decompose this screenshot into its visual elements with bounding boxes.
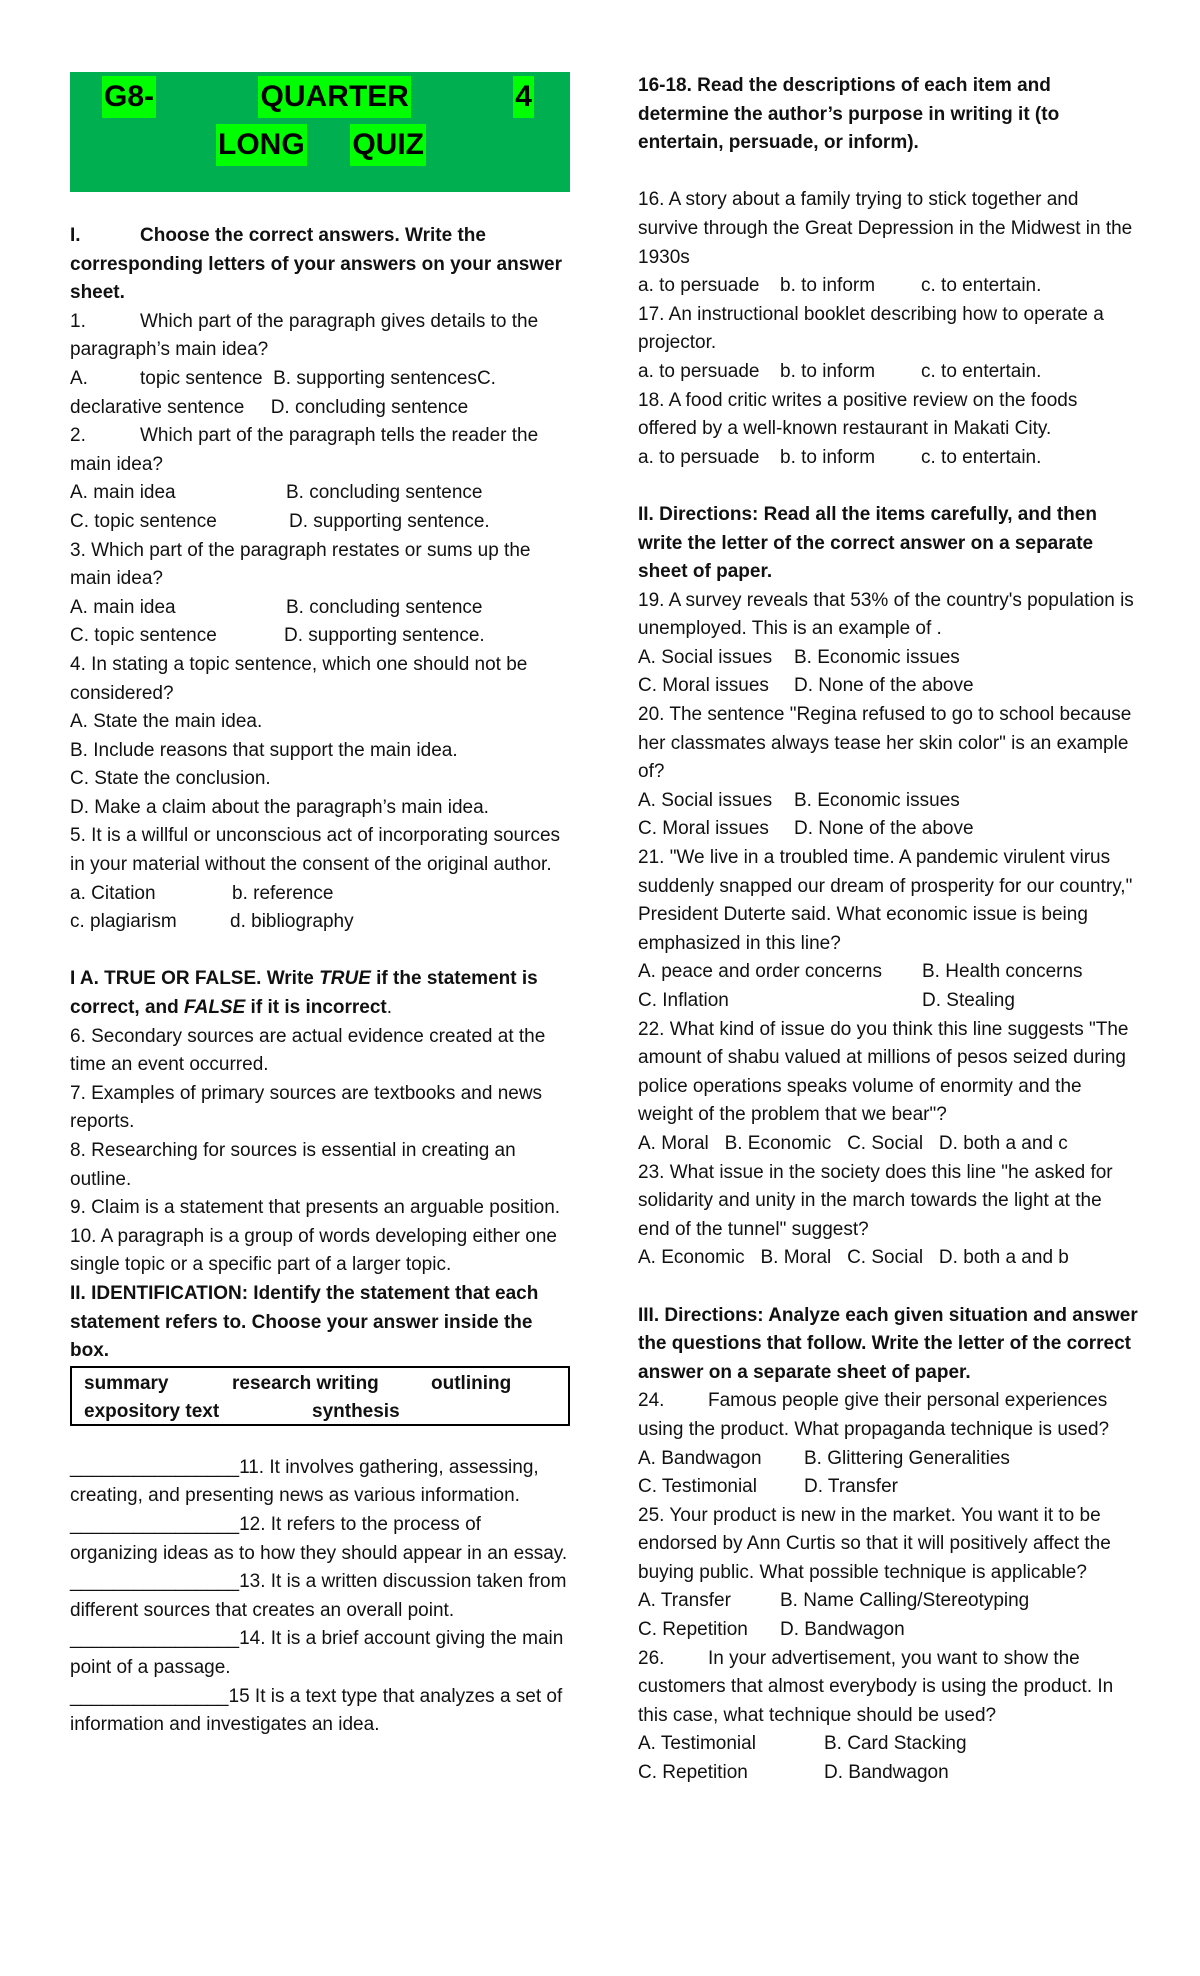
answer-blank[interactable]: ________________ bbox=[70, 1628, 240, 1650]
question-24-options-cd: C. Testimonial D. Transfer bbox=[638, 1476, 898, 1498]
title-long: LONG bbox=[216, 124, 307, 166]
question-19-options-cd: C. Moral issues D. None of the above bbox=[638, 675, 974, 697]
choice-research-writing: research writing bbox=[232, 1372, 379, 1394]
section-2-right-heading: II. Directions: Read all the items carefully, and then write the letter of the correct answer on a separate sheet of paper. bbox=[638, 503, 1097, 583]
question-24-options-ab: A. Bandwagon B. Glittering Generalities bbox=[638, 1447, 1010, 1469]
question-21-options-ab: A. peace and order concerns B. Health concerns bbox=[638, 961, 1083, 983]
section-2-heading: II. IDENTIFICATION: Identify the statement that each statement refers to. Choose your answer inside the box. bbox=[70, 1282, 539, 1362]
question-18: 18. A food critic writes a positive review on the foods offered by a well-known restaurant in Makati City. bbox=[638, 389, 1078, 440]
question-22: 22. What kind of issue do you think this line suggests "The amount of shabu valued at millions of pesos seized during police operations speaks volume of enormity and the weight of the problem that we bear"? bbox=[638, 1018, 1129, 1126]
question-18-options: a. to persuade b. to inform c. to entertain. bbox=[638, 446, 1042, 468]
question-20-options-ab: A. Social issues B. Economic issues bbox=[638, 789, 960, 811]
identification-item-13: ________________13. It is a written discussion taken from different sources that creates an overall point. bbox=[70, 1571, 567, 1621]
question-3-options-cd: C. topic sentence D. supporting sentence. bbox=[70, 625, 485, 647]
title-quarter-number: 4 bbox=[513, 76, 534, 118]
question-26-options-cd: C. Repetition D. Bandwagon bbox=[638, 1762, 949, 1784]
right-column bbox=[638, 72, 1138, 1788]
question-23-options: A. Economic B. Moral C. Social D. both a and b bbox=[638, 1247, 1069, 1269]
answer-blank[interactable]: ________________ bbox=[70, 1513, 240, 1535]
choice-expository-text: expository text bbox=[84, 1401, 220, 1423]
section-3-heading: III. Directions: Analyze each given situation and answer the questions that follow. Write the letter of the correct answer on a separate sheet of paper. bbox=[638, 1304, 1138, 1383]
question-26-options-ab: A. Testimonial B. Card Stacking bbox=[638, 1733, 967, 1755]
section-1-heading: I. Choose the correct answers. Write the corresponding letters of your answers on your answer sheet. bbox=[70, 225, 563, 304]
question-16: 16. A story about a family trying to stick together and survive through the Great Depression in the Midwest in the 1930s bbox=[638, 189, 1133, 268]
question-3-options-ab: A. main idea B. concluding sentence bbox=[70, 596, 483, 618]
identification-item-15: _______________15 It is a text type that analyzes a set of information and investigates an idea. bbox=[70, 1685, 563, 1736]
answer-blank[interactable]: ________________ bbox=[70, 1571, 240, 1593]
question-17: 17. An instructional booklet describing how to operate a projector. bbox=[638, 303, 1104, 354]
answer-blank[interactable]: ________________ bbox=[70, 1456, 240, 1478]
choice-synthesis: synthesis bbox=[312, 1401, 400, 1423]
title-grade: G8- bbox=[102, 76, 156, 118]
question-20-options-cd: C. Moral issues D. None of the above bbox=[638, 818, 974, 840]
question-19-options-ab: A. Social issues B. Economic issues bbox=[638, 646, 960, 668]
question-2: 2. Which part of the paragraph tells the reader the main idea? bbox=[70, 425, 539, 475]
question-16-options: a. to persuade b. to inform c. to entertain. bbox=[638, 275, 1042, 297]
question-5-options-cd: c. plagiarism d. bibliography bbox=[70, 911, 354, 933]
question-1: 1. Which part of the paragraph gives details to the paragraph’s main idea? bbox=[70, 310, 539, 361]
part-16-18-heading: 16-18. Read the descriptions of each item and determine the author’s purpose in writing it (to entertain, persuade, or inform). bbox=[638, 75, 1060, 154]
question-19: 19. A survey reveals that 53% of the country's population is unemployed. This is an example of . bbox=[638, 589, 1134, 640]
identification-item-11: ________________11. It involves gathering, assessing, creating, and presenting news as various information. bbox=[70, 1456, 539, 1507]
title-quiz: QUIZ bbox=[350, 124, 426, 166]
question-2-options-ab: A. main idea B. concluding sentence bbox=[70, 482, 483, 504]
question-21: 21. "We live in a troubled time. A pandemic virulent virus suddenly snapped our dream of prosperity for our country," President Duterte said. What economic issue is being emphasized in this line? bbox=[638, 847, 1133, 954]
choice-outlining: outlining bbox=[431, 1372, 512, 1394]
question-20: 20. The sentence "Regina refused to go to school because her classmates always tease her skin color" is an example of? bbox=[638, 704, 1132, 783]
answer-blank[interactable]: _______________ bbox=[70, 1685, 229, 1707]
question-4-option-b: B. Include reasons that support the main idea. bbox=[70, 739, 458, 761]
question-26: 26. In your advertisement, you want to show the customers that almost everybody is using the product. In this case, what technique should be used? bbox=[638, 1647, 1114, 1726]
question-4-option-c: C. State the conclusion. bbox=[70, 768, 271, 790]
section-1a-heading: I A. TRUE OR FALSE. Write TRUE if the statement is correct, and FALSE if it is incorrect. bbox=[70, 968, 538, 1019]
true-false-item-6: 6. Secondary sources are actual evidence created at the time an event occurred. bbox=[70, 1025, 546, 1076]
question-25-options-cd: C. Repetition D. Bandwagon bbox=[638, 1619, 905, 1641]
choice-summary: summary bbox=[84, 1372, 169, 1394]
question-22-options: A. Moral B. Economic C. Social D. both a and c bbox=[638, 1132, 1068, 1154]
true-false-item-8: 8. Researching for sources is essential in creating an outline. bbox=[70, 1140, 516, 1190]
identification-item-12: ________________12. It refers to the process of organizing ideas as to how they should appear in an essay. bbox=[70, 1513, 568, 1564]
true-false-item-9: 9. Claim is a statement that presents an arguable position. bbox=[70, 1197, 561, 1219]
identification-item-14: ________________14. It is a brief account giving the main point of a passage. bbox=[70, 1628, 564, 1678]
question-25: 25. Your product is new in the market. You want it to be endorsed by Ann Curtis so that it will positively affect the buying public. What possible technique is applicable? bbox=[638, 1504, 1111, 1583]
true-false-item-7: 7. Examples of primary sources are textbooks and news reports. bbox=[70, 1082, 543, 1133]
question-4: 4. In stating a topic sentence, which one should not be considered? bbox=[70, 653, 528, 704]
question-1-options: A. topic sentence B. supporting sentencesC. declarative sentence D. concluding sentence bbox=[70, 367, 496, 418]
question-17-options: a. to persuade b. to inform c. to entertain. bbox=[638, 360, 1042, 382]
question-5: 5. It is a willful or unconscious act of incorporating sources in your material without the consent of the original author. bbox=[70, 825, 561, 876]
true-false-item-10: 10. A paragraph is a group of words developing either one single topic or a specific part of a larger topic. bbox=[70, 1225, 557, 1276]
question-24: 24. Famous people give their personal experiences using the product. What propaganda technique is used? bbox=[638, 1390, 1110, 1440]
title-line-2 bbox=[216, 124, 426, 166]
question-4-option-d: D. Make a claim about the paragraph’s main idea. bbox=[70, 796, 489, 818]
title-banner bbox=[70, 72, 570, 192]
question-2-options-cd: C. topic sentence D. supporting sentence. bbox=[70, 510, 490, 532]
question-23: 23. What issue in the society does this line "he asked for solidarity and unity in the march towards the light at the end of the tunnel" suggest? bbox=[638, 1161, 1113, 1240]
question-4-option-a: A. State the main idea. bbox=[70, 711, 263, 733]
question-25-options-ab: A. Transfer B. Name Calling/Stereotyping bbox=[638, 1590, 1030, 1612]
title-quarter: QUARTER bbox=[258, 76, 410, 118]
question-21-options-cd: C. Inflation D. Stealing bbox=[638, 990, 1015, 1011]
left-column bbox=[70, 72, 570, 1740]
title-line-1 bbox=[102, 76, 534, 118]
answer-choices-box bbox=[70, 1366, 570, 1426]
question-5-options-ab: a. Citation b. reference bbox=[70, 882, 334, 904]
question-3: 3. Which part of the paragraph restates or sums up the main idea? bbox=[70, 539, 531, 590]
